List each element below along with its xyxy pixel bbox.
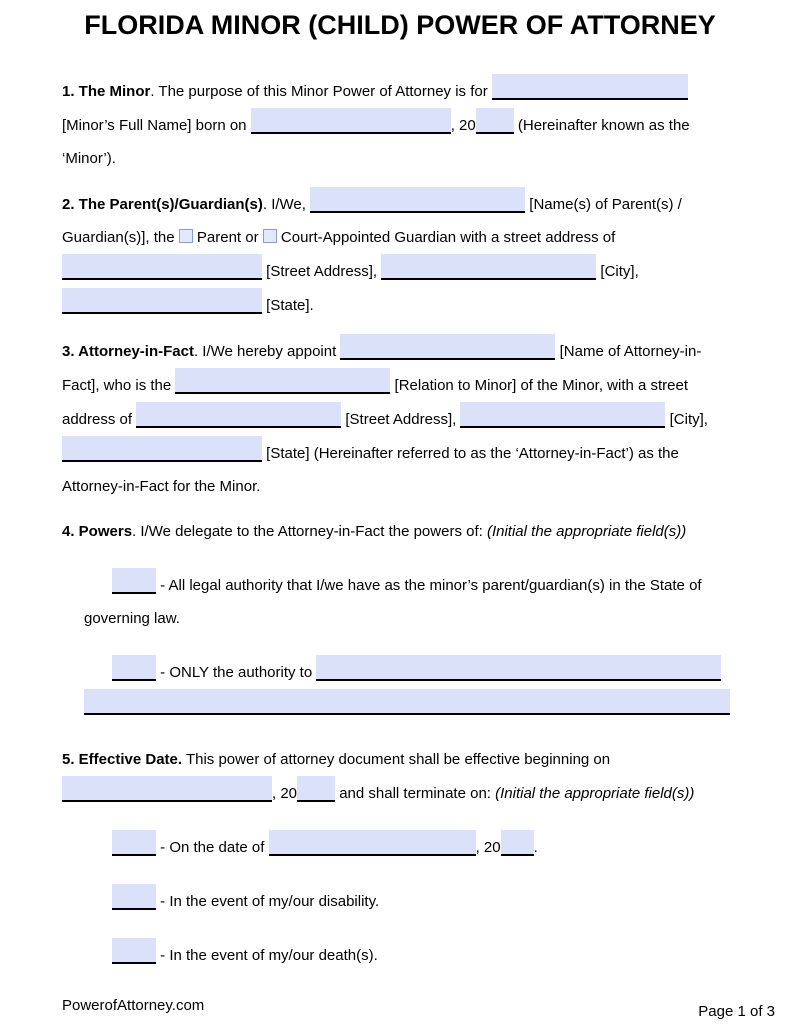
text-run: [Name(s) of Parent(s) / Guardian(s)], the xyxy=(62,196,682,246)
attorney-in-fact-city-field[interactable] xyxy=(460,402,665,428)
text-run: Parent or xyxy=(192,229,263,246)
text-run: (Hereinafter known as the ‘Minor’). xyxy=(62,117,690,167)
text-run: [Relation to Minor] of the Minor, with a street address of xyxy=(62,377,689,428)
only-authority-description-line1-field[interactable] xyxy=(316,655,721,681)
powers-option-all-authority xyxy=(84,568,738,635)
section-5-heading: 5. Effective Date. xyxy=(62,751,183,768)
text-run: - All legal authority that I/we have as the minor’s parent/guardian(s) in the State of governing law. xyxy=(84,577,702,627)
section-4-powers xyxy=(62,515,738,548)
text-run: , 20 xyxy=(450,117,476,134)
section-1-minor xyxy=(62,74,738,175)
parents-street-address-field[interactable] xyxy=(62,254,262,280)
text-run: . xyxy=(533,839,538,856)
text-run: . I/We delegate to the Attorney-in-Fact the powers of: xyxy=(132,523,487,540)
text-run: [City], xyxy=(596,263,639,280)
text-run: Court-Appointed Guardian with a street address of xyxy=(276,229,616,246)
text-run: , 20 xyxy=(475,839,501,856)
text-run: . The purpose of this Minor Power of Attorney is for xyxy=(150,83,492,100)
attorney-in-fact-name-field[interactable] xyxy=(340,334,555,360)
powers-option-only-authority xyxy=(84,655,738,723)
minor-birth-date-field[interactable] xyxy=(251,108,451,134)
text-run: - ONLY the authority to xyxy=(156,664,317,681)
minor-birth-year-field[interactable] xyxy=(476,108,514,134)
only-authority-initials-field[interactable] xyxy=(112,655,156,681)
text-run: [Street Address], xyxy=(262,263,382,280)
court-appointed-guardian-checkbox[interactable] xyxy=(263,229,277,243)
page-title: FLORIDA MINOR (CHILD) POWER OF ATTORNEY xyxy=(84,10,716,40)
parent-checkbox[interactable] xyxy=(179,229,193,243)
death-initials-field[interactable] xyxy=(112,938,156,964)
text-run: [City], xyxy=(665,411,708,428)
text-run: [State]. xyxy=(262,297,314,314)
attorney-in-fact-street-address-field[interactable] xyxy=(136,402,341,428)
text-run: - In the event of my/our death(s). xyxy=(156,947,378,964)
section-2-heading: 2. The Parent(s)/Guardian(s) xyxy=(62,196,263,213)
text-run: [State] (Hereinafter referred to as the ‘Attorney-in-Fact’) as the Attorney-in-Fact for the Minor. xyxy=(62,445,679,495)
attorney-in-fact-state-field[interactable] xyxy=(62,436,262,462)
parents-city-field[interactable] xyxy=(381,254,596,280)
section-1-heading: 1. The Minor xyxy=(62,83,151,100)
text-run: - On the date of xyxy=(156,839,269,856)
attorney-in-fact-relation-field[interactable] xyxy=(175,368,390,394)
section-4-heading: 4. Powers xyxy=(62,523,133,540)
text-run: , 20 xyxy=(272,785,298,802)
italic-note: (Initial the appropriate field(s)) xyxy=(486,523,687,540)
footer-site-name: PowerofAttorney.com xyxy=(62,997,205,1014)
terminate-option-on-date xyxy=(84,830,738,864)
text-run: and shall terminate on: xyxy=(335,785,496,802)
section-2-parents-guardians xyxy=(62,187,738,322)
effective-year-field[interactable] xyxy=(297,776,335,802)
terminate-date-field[interactable] xyxy=(269,830,476,856)
section-5-effective-date xyxy=(62,743,738,810)
terminate-option-disability xyxy=(84,884,738,918)
terminate-year-field[interactable] xyxy=(501,830,534,856)
terminate-on-date-initials-field[interactable] xyxy=(112,830,156,856)
terminate-option-death xyxy=(84,938,738,972)
text-run: [Minor’s Full Name] born on xyxy=(62,117,251,134)
parents-names-field[interactable] xyxy=(310,187,525,213)
section-3-heading: 3. Attorney-in-Fact xyxy=(62,343,194,360)
all-authority-initials-field[interactable] xyxy=(112,568,156,594)
text-run: . I/We, xyxy=(262,196,311,213)
text-run: This power of attorney document shall be effective beginning on xyxy=(182,751,611,768)
text-run: [Name of Attorney-in-Fact], who is the xyxy=(62,343,702,394)
section-3-attorney-in-fact xyxy=(62,334,738,503)
minor-full-name-field[interactable] xyxy=(492,74,688,100)
effective-date-field[interactable] xyxy=(62,776,272,802)
only-authority-description-line2-field[interactable] xyxy=(84,689,730,715)
text-run: - In the event of my/our disability. xyxy=(156,893,380,910)
parents-state-field[interactable] xyxy=(62,288,262,314)
italic-note: (Initial the appropriate field(s)) xyxy=(495,785,695,802)
text-run: . I/We hereby appoint xyxy=(193,343,341,360)
text-run: [Street Address], xyxy=(341,411,461,428)
footer-page-number: Page 1 of 3 xyxy=(698,1003,775,1020)
disability-initials-field[interactable] xyxy=(112,884,156,910)
